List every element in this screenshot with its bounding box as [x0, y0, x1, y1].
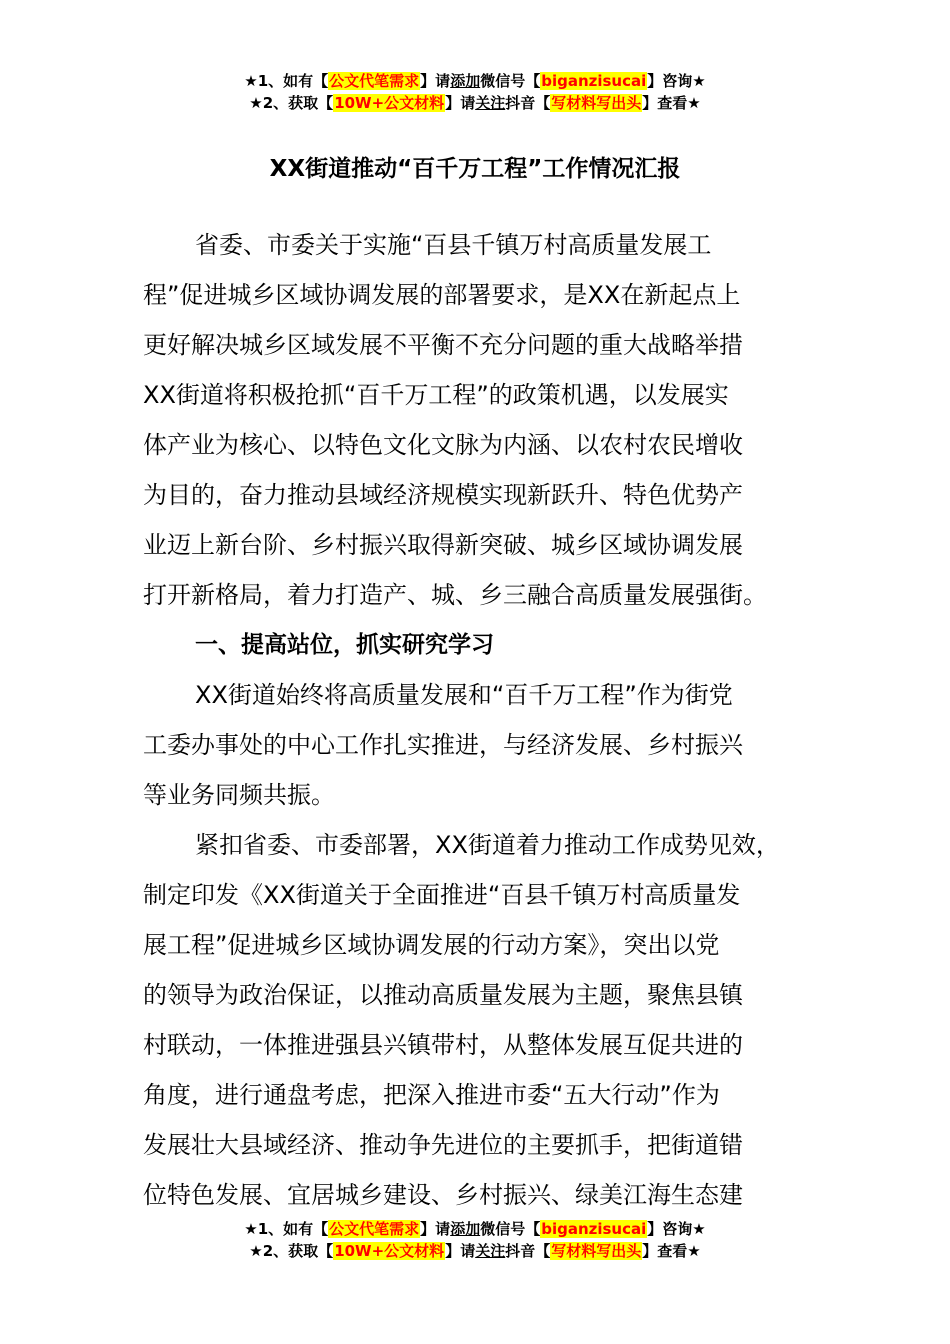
paragraph-line: 业迈上新台阶、乡村振兴取得新突破、城乡区域协调发展 — [143, 531, 743, 559]
paragraph-line: 角度，进行通盘考虑，把深入推进市委“五大行动”作为 — [143, 1081, 720, 1109]
promo-highlight: 10W+公文材料 — [334, 1242, 445, 1260]
promo-highlight: 写材料写出头 — [551, 94, 642, 112]
promo-underline-text: 关注 — [475, 94, 506, 112]
paragraph-line: 程”促进城乡区域协调发展的部署要求，是XX在新起点上 — [143, 281, 741, 309]
paragraph-line: XX街道始终将高质量发展和“百千万工程”作为街党 — [195, 681, 733, 709]
promo-text: 抖音【 — [505, 94, 551, 112]
document-title: XX街道推动“百千万工程”工作情况汇报 — [269, 156, 681, 182]
promo-line-2 — [0, 1240, 950, 1262]
paragraph-line: 更好解决城乡区域发展不平衡不充分问题的重大战略举措 — [143, 331, 743, 359]
paragraph-line: 打开新格局，着力打造产、城、乡三融合高质量发展强街。 — [143, 581, 767, 609]
promo-underline-text: 添加 — [450, 1220, 481, 1238]
promo-highlight: 公文代笔需求 — [329, 1220, 420, 1238]
promo-text: 】请 — [420, 72, 451, 90]
paragraph-line: 村联动，一体推进强县兴镇带村，从整体发展互促共进的 — [143, 1031, 743, 1059]
promo-highlight: biganzisucai — [541, 72, 647, 90]
paragraph-line: 发展壮大县域经济、推动争先进位的主要抓手，把街道错 — [143, 1131, 743, 1159]
paragraph-line: 工委办事处的中心工作扎实推进，与经济发展、乡村振兴 — [143, 731, 743, 759]
promo-line-2 — [0, 92, 950, 114]
paragraph-line: 的领导为政治保证，以推动高质量发展为主题，聚焦县镇 — [143, 981, 743, 1009]
top-promo-banner — [0, 70, 950, 114]
promo-underline-text: 添加 — [450, 72, 481, 90]
promo-text: 微信号【 — [480, 72, 541, 90]
promo-highlight: biganzisucai — [541, 1220, 647, 1238]
promo-highlight: 写材料写出头 — [551, 1242, 642, 1260]
promo-text: 】请 — [445, 94, 476, 112]
promo-text: ★1、如有【 — [244, 72, 329, 90]
promo-text: 】咨询★ — [647, 1220, 706, 1238]
promo-text: 抖音【 — [505, 1242, 551, 1260]
promo-text: 】查看★ — [642, 1242, 701, 1260]
paragraph-line: 体产业为核心、以特色文化文脉为内涵、以农村农民增收 — [143, 431, 743, 459]
promo-line-1 — [0, 1218, 950, 1240]
promo-highlight: 10W+公文材料 — [334, 94, 445, 112]
promo-text: ★2、获取【 — [249, 1242, 334, 1260]
promo-text: 】请 — [445, 1242, 476, 1260]
promo-text: ★2、获取【 — [249, 94, 334, 112]
promo-highlight: 公文代笔需求 — [329, 72, 420, 90]
bottom-promo-banner — [0, 1218, 950, 1262]
promo-text: 】查看★ — [642, 94, 701, 112]
promo-text: 微信号【 — [480, 1220, 541, 1238]
paragraph-line: 省委、市委关于实施“百县千镇万村高质量发展工 — [195, 231, 712, 259]
promo-text: 】咨询★ — [647, 72, 706, 90]
section-heading: 一、提高站位，抓实研究学习 — [195, 632, 494, 658]
paragraph-line: 制定印发《XX街道关于全面推进“百县千镇万村高质量发 — [143, 881, 741, 909]
paragraph-line: 位特色发展、宜居城乡建设、乡村振兴、绿美江海生态建 — [143, 1181, 743, 1209]
paragraph-line: 为目的，奋力推动县域经济规模实现新跃升、特色优势产 — [143, 481, 743, 509]
paragraph-line: 等业务同频共振。 — [143, 781, 335, 809]
promo-text: 】请 — [420, 1220, 451, 1238]
paragraph-line: XX街道将积极抢抓“百千万工程”的政策机遇，以发展实 — [143, 381, 729, 409]
paragraph-line: 展工程”促进城乡区域协调发展的行动方案》，突出以党 — [143, 931, 720, 959]
promo-text: ★1、如有【 — [244, 1220, 329, 1238]
promo-underline-text: 关注 — [475, 1242, 506, 1260]
paragraph-line: 紧扣省委、市委部署，XX街道着力推动工作成势见效， — [195, 831, 780, 859]
document-body — [143, 220, 823, 1220]
promo-line-1 — [0, 70, 950, 92]
